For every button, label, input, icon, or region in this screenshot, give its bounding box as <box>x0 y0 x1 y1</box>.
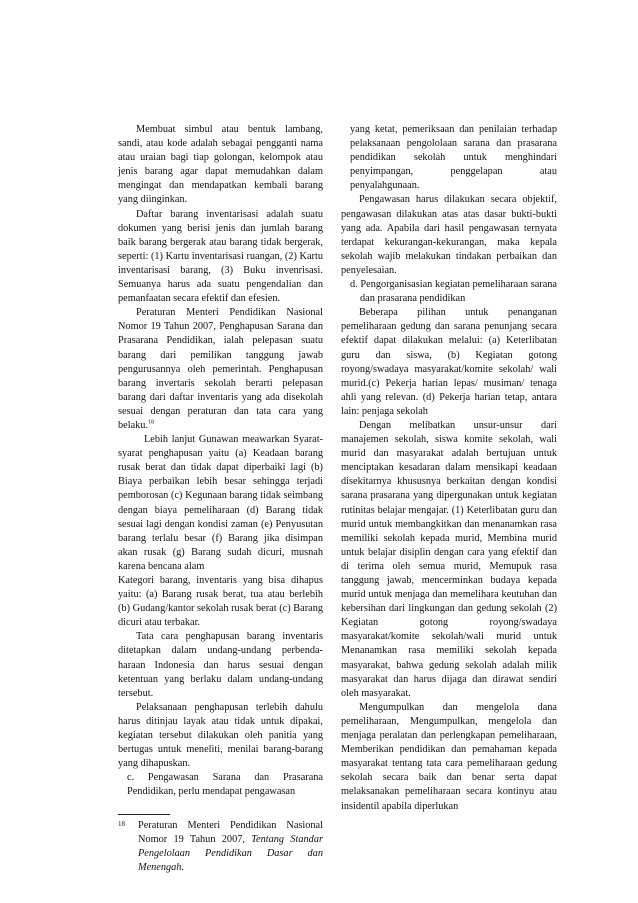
right-column <box>341 123 557 814</box>
paragraph-syarat-penghapusan: Lebih lanjut Gunawan meawarkan Syarat-syarat penghapusan yaitu (a) Keadaan barang rusak berat dan tidak dapat diperbaiki lagi (b) Biaya perbaikan lebih besar sehingga terjadi pemborosan (c) Kegunaan barang tidak seimbang dengan biaya pemeliharaan (d) Barang tidak sesuai lagi dengan kondisi zaman (e) Penyusutan barang terlalu besar (f) Barang jika disimpan akan rusak (g) Barang sudah dicuri, musnah karena bencana alam <box>118 434 323 572</box>
footnote-plain: Peraturan Menteri Pendidikan Nasional Nomor 19 Tahun 2007, <box>138 819 323 845</box>
footnote <box>118 819 323 875</box>
list-item-d: d. Pengorganisasian kegiatan pemeliharaan sarana dan prasarana pendidikan <box>350 279 557 305</box>
paragraph-peraturan-menteri <box>118 306 323 433</box>
left-column <box>118 123 323 875</box>
paragraph-pengawasan-cont: yang ketat, pemeriksaan dan penilaian terhadap pelaksanaan pengololaan sarana dan prasarana pendidikan sekolah untuk menghindari penyimpangan, penggelapan atau penyalahgunaan. <box>350 124 557 192</box>
paragraph-pilihan-penanganan: Beberapa pilihan untuk penanganan pemeliharaan gedung dan sarana penunjang secara efektif dapat dilakukan melalui: (a) Keterlibatan guru dan siswa, (b) Kegiatan gotong royong/swadaya masyarakat/komite sekolah/ wali murid.(c) Pekerja harian lepas/ musiman/ tenaga ahli yang relevan. (d) Pekerja harian tetap, antara lain: penjaga sekolah <box>341 307 557 417</box>
paragraph-pelaksanaan: Pelaksanaan penghapusan terlebih dahulu harus ditinjau layak atau tidak untuk dipakai, kegiatan tersebut dilakukan oleh panitia yang bertugas untuk meneliti, menilai barang-barang yang dihapuskan. <box>118 701 323 770</box>
footnote-reference: 18 <box>148 419 155 426</box>
peraturan-text: Peraturan Menteri Pendidikan Nasional Nomor 19 Tahun 2007, Penghapusan Sarana dan Prasarana Pendidikan, ialah pelepasan suatu barang dari pemilikan tanggung jawab pengurusannya oleh pemerintah. Penghapusan barang invertaris sekolah berarti pelepasan barang dari daftar inventaris yang ada disekolah sesuai dengan peraturan dan tata cara yang belaku. <box>118 307 323 431</box>
paragraph-melibatkan-unsur: Dengan melibatkan unsur-unsur dari manajemen sekolah, siswa komite sekolah, wali murid dan masyarakat adalah bertujuan untuk menciptakan kesadaran dalam mensikapi keadaan disekitarnya khususnya berkaitan dengan kondisi sarana prasarana yang dipergunakan untuk kegiatan rutinitas belajar mengajar. (1) Keterlibatan guru dan murid untuk membangkitkan dan menanamkan rasa memiliki sekolah kepada murid, Membina murid untuk belajar disiplin dengan cara yang efektif dan di terima oleh semua murid, Memupuk rasa tanggung jawab, mencerminkan budaya kepada murid untuk menjaga dan memelihara keutuhan dan kebersihan dari lingkungan dan gedung sekolah (2) Kegiatan gotong royong/swadaya masyarakat/komite sekolah/wali murid untuk Menanamkan rasa memiliki sekolah kepada masyarakat, bahwa gedung sekolah adalah milik masyarakat dan harus dijaga dan dirawat sendiri oleh masyarakat. <box>341 419 557 699</box>
paragraph-simbul: Membuat simbul atau bentuk lambang, sandi, atau kode adalah sebagai pengganti nama atau uraian bagi tiap golongan, kelompok atau jenis barang agar dapat memudahkan dalam mengingat dan mendapatkan kembali barang yang diinginkan. <box>118 124 323 206</box>
paragraph-pengawasan: Pengawasan harus dilakukan secara objektif, pengawasan dilakukan atas atas dasar bukti-bukti yang ada. Apabila dari hasil pengawasan ternyata terdapat kekurangan-kekurangan, maka kepala sekolah wajib melakukan tindakan perbaikan dan penyelesaian. <box>341 194 557 276</box>
paragraph-tata-cara: Tata cara penghapusan barang inventaris ditetapkan dalam undang-undang perbenda-haraan Indonesia dan harus sesuai dengan ketentuan yang berlaku dalam undang-undang tersebut. <box>118 631 323 699</box>
paragraph-mengumpulkan-dana: Mengumpulkan dan mengelola dana pemeliharaan, Mengumpulkan, mengelola dan menjaga peralatan dan perlengkapan pemeliharaan, Memberikan pendidikan dan pemahaman kepada masyarakat tentang tata cara pemeliharaan gedung sekolah secara baik dan benar serta dapat melaksanakan pemeliharaan secara kontinyu atau insidentil apabila diperlukan <box>341 701 557 812</box>
footnote-text <box>138 819 323 875</box>
footnote-title: Tentang Standar Pengelolaan Pendidikan Dasar dan Menengah. <box>138 833 323 873</box>
paragraph-daftar-barang: Daftar barang inventarisasi adalah suatu dokumen yang berisi jenis dan jumlah barang baik barang bergerak atau barang tidak bergerak, seperti: (1) Kartu inventarisasi ruangan, (2) Kartu inventarisasi barang, (3) Buku invenrisasi. Semuanya harus ada suatu pengendalian dan pemanfaatan secara efektif dan efesien. <box>118 208 323 305</box>
paragraph-kategori-barang: Kategori barang, inventaris yang bisa dihapus yaitu: (a) Barang rusak berat, tua atau berlebih (b) Gudang/kantor sekolah rusak berat (c) Barang dicuri atau terbakar. <box>118 575 323 629</box>
footnote-number: 18 <box>118 819 125 828</box>
footnote-divider <box>118 814 170 815</box>
list-item-c: c. Pengawasan Sarana dan Prasarana Pendidikan, perlu mendapat pengawasan <box>127 772 323 798</box>
